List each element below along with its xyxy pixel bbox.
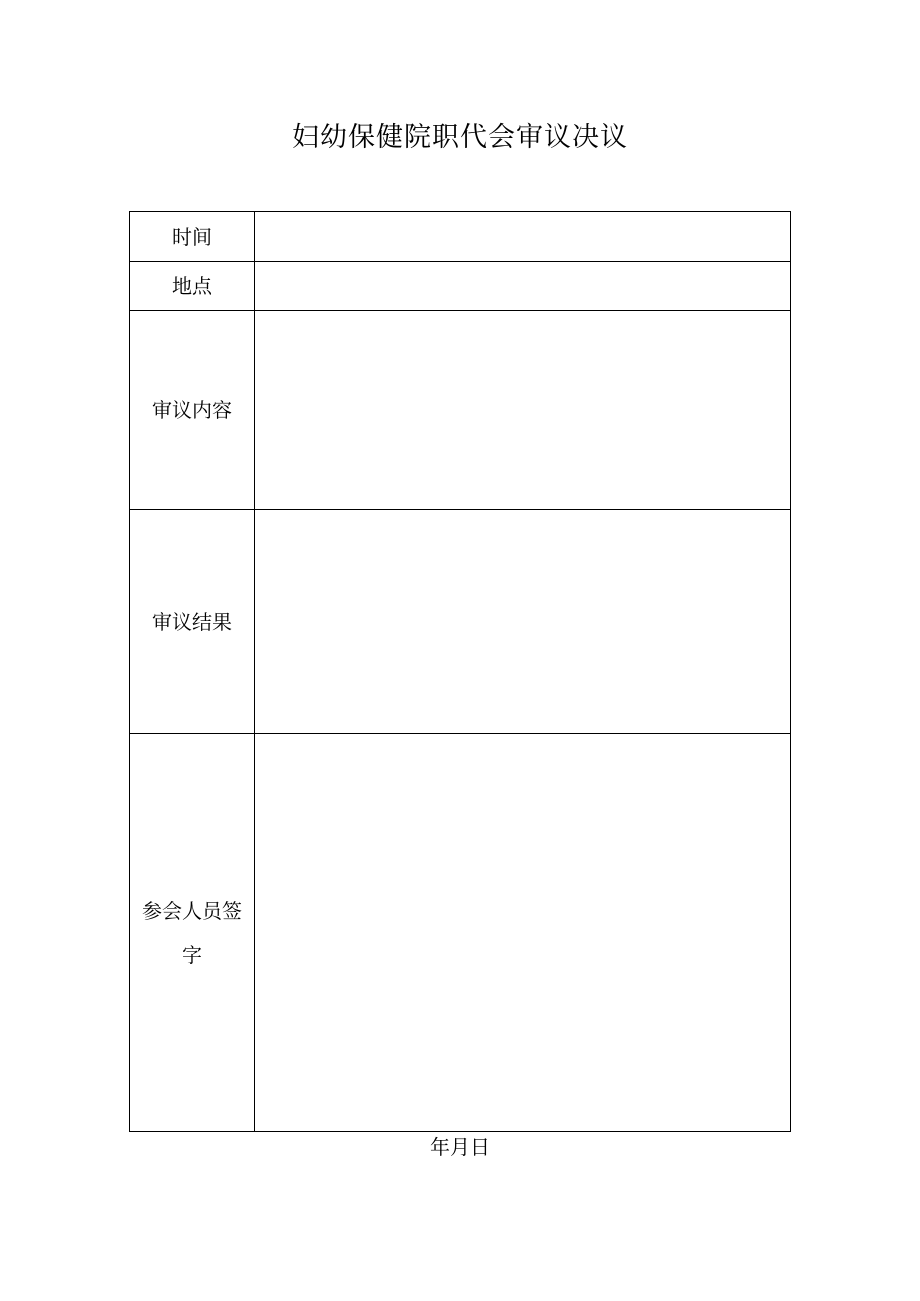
time-label: [130, 212, 255, 262]
form-row-place: [130, 262, 791, 311]
form-row-time: [130, 212, 791, 262]
review-result-field[interactable]: [255, 510, 791, 734]
time-field[interactable]: [255, 212, 791, 262]
review-content-label: [130, 311, 255, 510]
place-field[interactable]: [255, 262, 791, 311]
place-label: [130, 262, 255, 311]
page-title: 妇幼保健院职代会审议决议: [292, 122, 628, 153]
form-row-attendee-signatures: [130, 734, 791, 1132]
attendee-signatures-label: [130, 734, 255, 1132]
form-row-review-result: [130, 510, 791, 734]
resolution-form-table: [129, 211, 791, 1132]
attendee-signatures-label-text: 参会人员签字: [142, 898, 242, 967]
attendee-signatures-field[interactable]: [255, 734, 791, 1132]
date-line: 年月日: [430, 1135, 490, 1159]
review-result-label: [130, 510, 255, 734]
review-result-label-text: 审议结果: [152, 609, 232, 634]
time-label-text: 时间: [172, 224, 212, 249]
place-label-text: 地点: [172, 274, 212, 298]
form-row-review-content: [130, 311, 791, 510]
review-content-field[interactable]: [255, 311, 791, 510]
review-content-label-text: 审议内容: [152, 398, 232, 422]
